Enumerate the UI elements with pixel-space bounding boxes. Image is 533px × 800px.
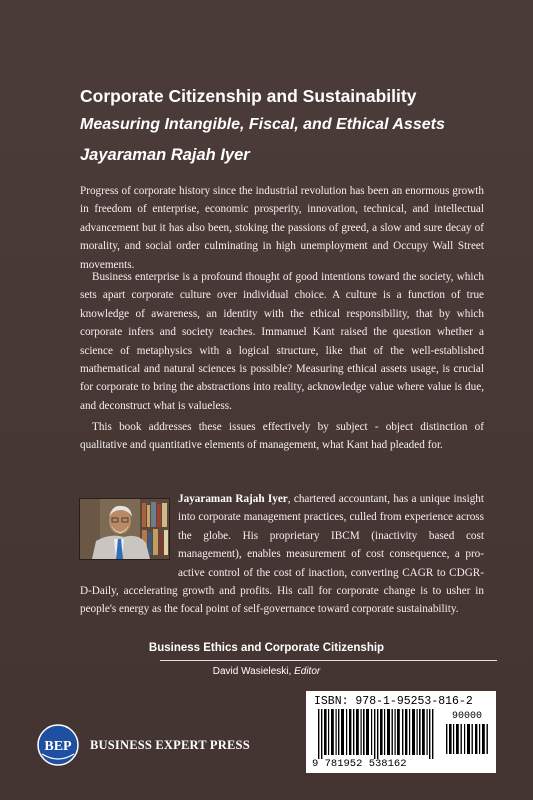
series-name: Business Ethics and Corporate Citizenship <box>148 642 385 654</box>
series-editor <box>0 666 533 677</box>
author-bio <box>80 490 484 619</box>
publisher-name: BUSINESS EXPERT PRESS <box>90 738 250 752</box>
book-subtitle: Measuring Intangible, Fiscal, and Ethical Assets <box>80 116 445 133</box>
description-paragraph-3: This book addresses these issues effectively by subject - object distinction of qualitative and quantitative elements of management, what Kant had pleaded for. <box>80 421 484 452</box>
price-bars <box>446 724 490 754</box>
publisher-logo <box>36 724 80 766</box>
editor-name: David Wasieleski, <box>212 666 292 677</box>
ean-bars <box>318 709 442 759</box>
bio-text: , chartered accountant, has a unique insight into corporate management practices, culled from experience across the globe. His proprietary IBCM (inactivity based cost management), enables measurement of cost consequence, a pro-active control of the cost of inaction, converting CAGR to CDGR-D-Daily, accelerating growth and profits. His call for corporate change is to usher in people's energy as the focal point of self-governance toward corporate sustainability. <box>80 493 484 616</box>
price-code: 90000 <box>452 711 483 722</box>
isbn-label: ISBN: 978-1-95253-816-2 <box>314 695 473 708</box>
description-paragraph-1: Progress of corporate history since the industrial revolution has been an enormous growth in freedom of enterprise, economic prosperity, innovation, technical, and intellectual advancement but it has also been, stoking the passions of greed, a slow and sure decay of morality, and social order culminating in high unemployment and Occupy Wall Street movements. <box>80 185 484 271</box>
series-rule <box>160 660 497 661</box>
book-title: Corporate Citizenship and Sustainability <box>80 86 417 106</box>
photo-spacer <box>80 490 178 582</box>
bio-author-name: Jayaraman Rajah Iyer <box>178 493 288 505</box>
logo-text: BEP <box>44 739 72 754</box>
isbn-barcode <box>306 691 496 773</box>
book-author: Jayaraman Rajah Iyer <box>80 146 250 164</box>
editor-role: Editor <box>294 666 321 677</box>
description-paragraph-2: Business enterprise is a profound thought of good intentions toward the society, which sets apart corporate culture over individual choice. A culture is a function of true knowledge of awareness, an identity with the ethical responsibility, that by which corporate infers and society teaches. Immanuel Kant raised the question whether a science of metaphysics with a logical structure, like that of the well-established mathematical and natural sciences is possible? Measuring ethical assets usage, is crucial for corporate to bring the abstractions into reality, acknowledge value where value is due, and deconstruct what is valueless. <box>80 271 484 412</box>
barcode-digits: 9 781952 538162 <box>312 758 407 770</box>
